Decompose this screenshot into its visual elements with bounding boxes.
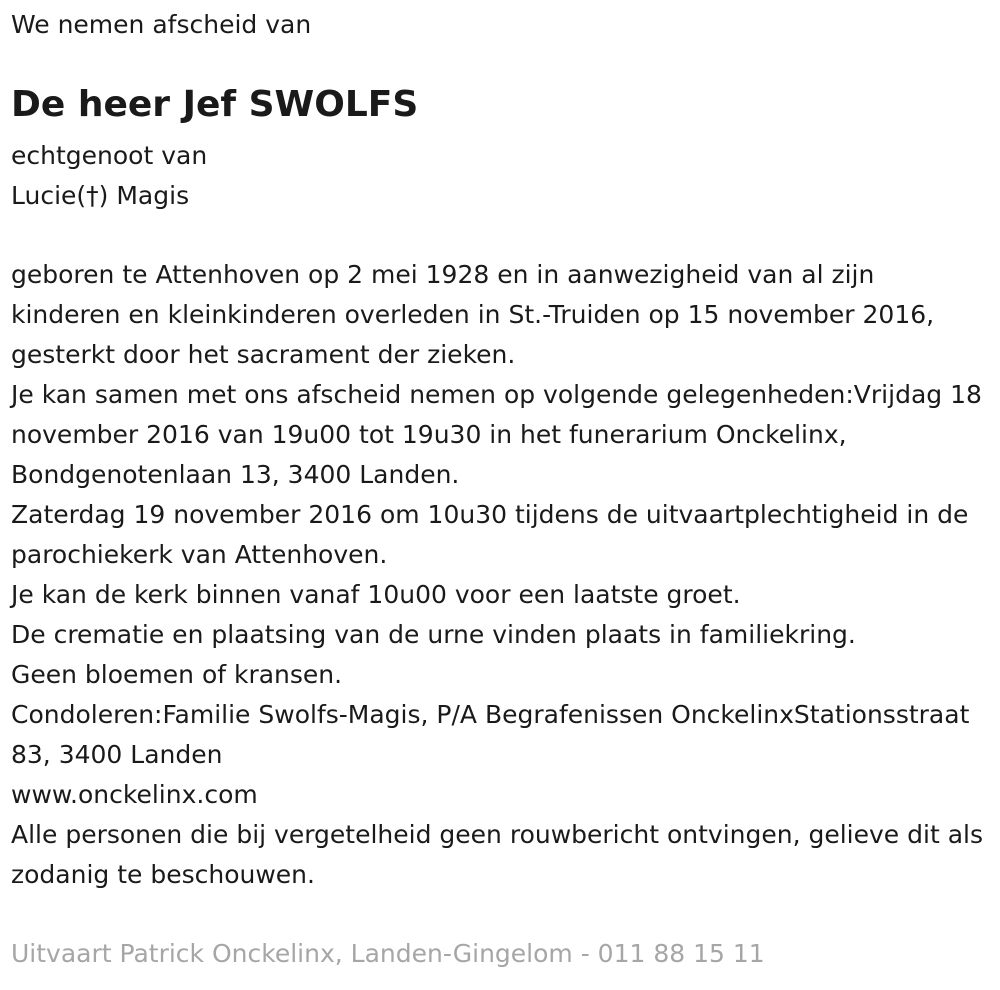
- condolences-paragraph: Condoleren:Familie Swolfs-Magis, P/A Begrafenissen OnckelinxStationsstraat 83, 3400 Landen: [11, 700, 970, 769]
- website-link: www.onckelinx.com: [11, 780, 258, 809]
- birth-death-paragraph: geboren te Attenhoven op 2 mei 1928 en in aanwezigheid van al zijn kinderen en kleinkinderen overleden in St.-Truiden op 15 november 2016, gesterkt door het sacrament der zieken.: [11, 260, 935, 369]
- funeral-paragraph: Zaterdag 19 november 2016 om 10u30 tijdens de uitvaartplechtigheid in de parochiekerk van Attenhoven.: [11, 500, 969, 569]
- relation-label: echtgenoot van: [11, 141, 208, 170]
- intro-text: We nemen afscheid van: [11, 10, 312, 39]
- farewell-paragraph: Je kan samen met ons afscheid nemen op volgende gelegenheden:Vrijdag 18 november 2016 van 19u00 tot 19u30 in het funerarium Onckelinx, Bondgenotenlaan 13, 3400 Landen.: [11, 380, 982, 489]
- deceased-name: De heer Jef SWOLFS: [11, 84, 419, 125]
- flowers-paragraph: Geen bloemen of kransen.: [11, 660, 343, 689]
- closing-paragraph: Alle personen die bij vergetelheid geen rouwbericht ontvingen, gelieve dit als zodanig te beschouwen.: [11, 820, 983, 889]
- funeral-home-footer: Uitvaart Patrick Onckelinx, Landen-Gingelom - 011 88 15 11: [11, 939, 765, 968]
- obituary-body: [11, 255, 986, 895]
- cremation-paragraph: De crematie en plaatsing van de urne vinden plaats in familiekring.: [11, 620, 856, 649]
- spouse-name: Lucie(†) Magis: [11, 181, 190, 210]
- church-greeting-paragraph: Je kan de kerk binnen vanaf 10u00 voor een laatste groet.: [11, 580, 741, 609]
- relation-block: [11, 136, 207, 216]
